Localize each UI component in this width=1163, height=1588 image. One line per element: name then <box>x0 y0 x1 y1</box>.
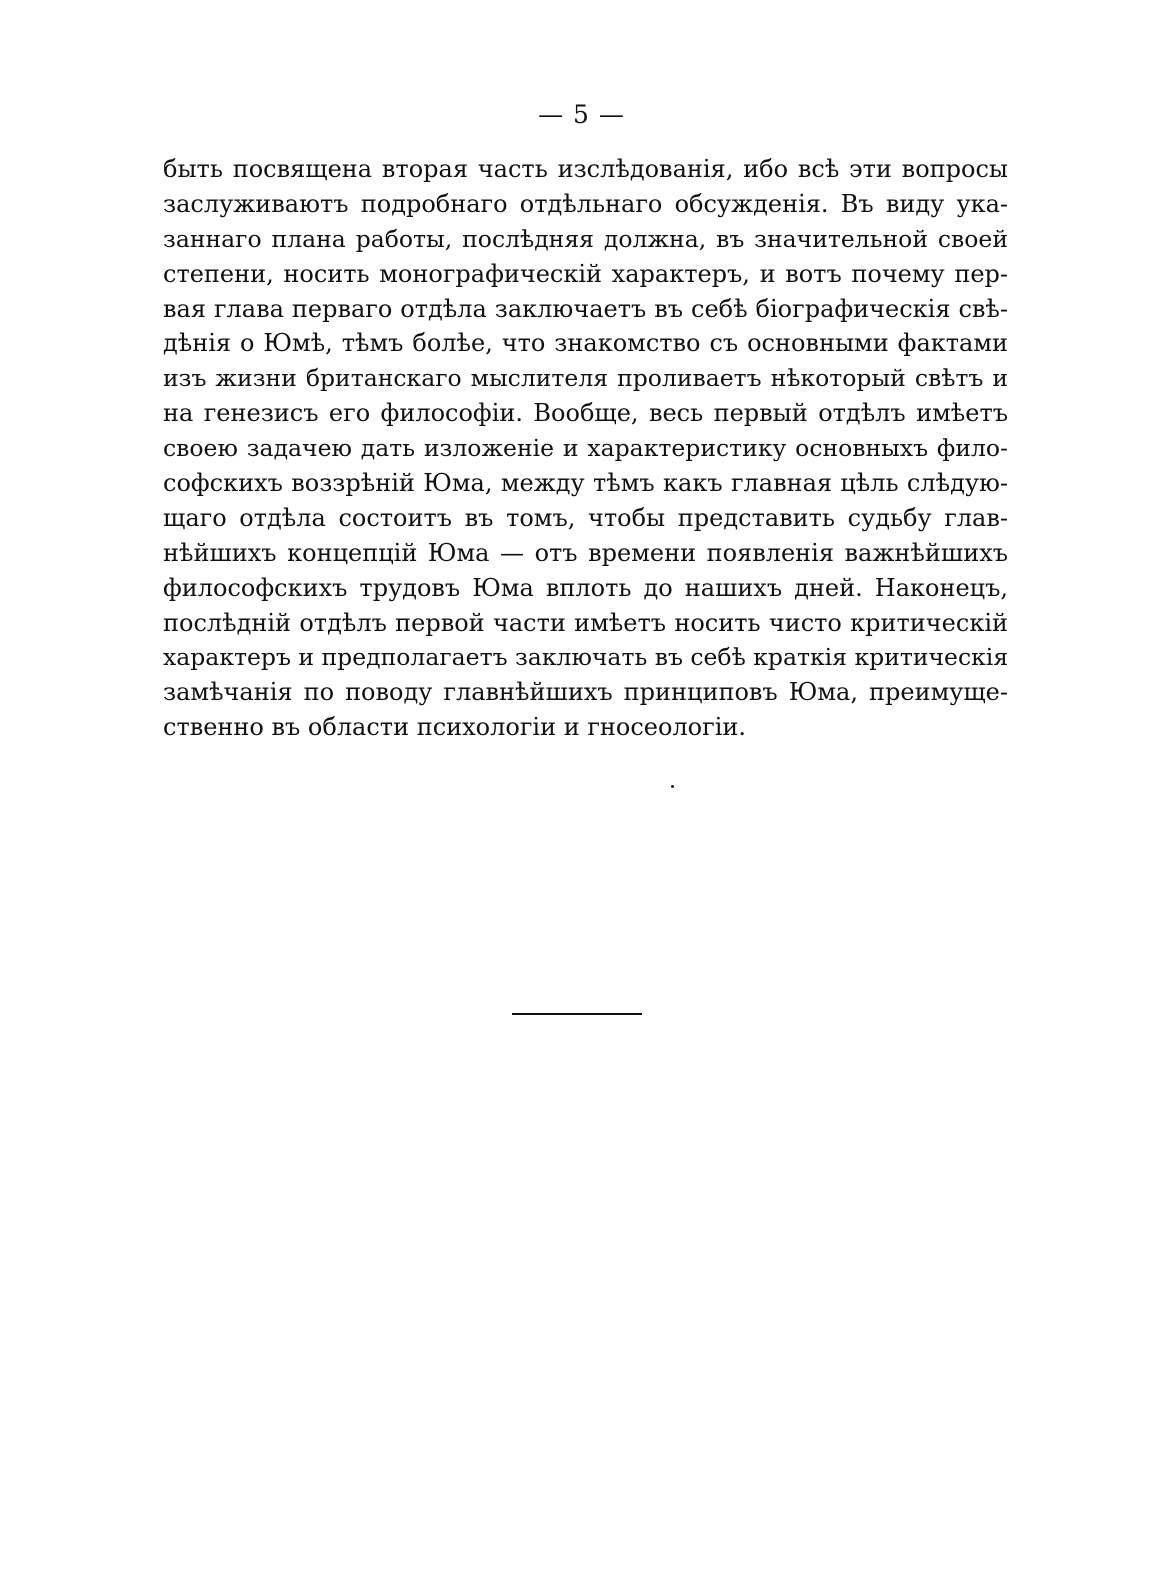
text-line: заннаго плана работы, послѣдняя должна, въ значительной своей <box>163 224 1008 253</box>
text-line: на генезисъ его философіи. Вообще, весь первый отдѣлъ имѣетъ <box>163 399 1008 428</box>
section-end-rule <box>512 1013 642 1015</box>
text-line: характеръ и предполагаетъ заключать въ себѣ краткія критическія <box>163 643 1009 672</box>
text-line: замѣчанія по поводу главнѣйшихъ принциповъ Юма, преимуще- <box>163 678 1008 707</box>
stray-dot-mark <box>671 785 674 788</box>
text-line: софскихъ воззрѣній Юма, между тѣмъ какъ главная цѣль слѣдую- <box>163 469 1008 498</box>
text-line: щаго отдѣла состоитъ въ томъ, чтобы представить судьбу глав- <box>163 503 1008 532</box>
text-line: изъ жизни британскаго мыслителя проливаетъ нѣкоторый свѣтъ и <box>163 364 1008 393</box>
text-line: заслуживаютъ подробнаго отдѣльнаго обсужденія. Въ виду ука- <box>163 189 1008 218</box>
body-paragraph <box>163 152 1008 745</box>
text-line: своею задачею дать изложеніе и характеристику основныхъ фило- <box>163 434 1008 463</box>
text-line: вая глава перваго отдѣла заключаетъ въ себѣ біографическія свѣ- <box>163 294 1008 323</box>
text-line: дѣнія о Юмѣ, тѣмъ болѣе, что знакомство съ основными фактами <box>163 329 1008 358</box>
text-line: степени, носить монографическій характеръ, и вотъ почему пер- <box>163 259 1008 288</box>
page-number: — 5 — <box>538 100 625 129</box>
text-line: философскихъ трудовъ Юма вплоть до нашихъ дней. Наконецъ, <box>163 573 1008 602</box>
text-line: нѣйшихъ концепцій Юма — отъ времени появленія важнѣйшихъ <box>163 538 1008 567</box>
text-line: послѣдній отдѣлъ первой части имѣетъ носить чисто критическій <box>163 608 1008 637</box>
text-line: быть посвящена вторая часть изслѣдованія, ибо всѣ эти вопросы <box>163 155 1008 183</box>
text-line-last: ственно въ области психологіи и гносеологіи. <box>163 713 747 742</box>
